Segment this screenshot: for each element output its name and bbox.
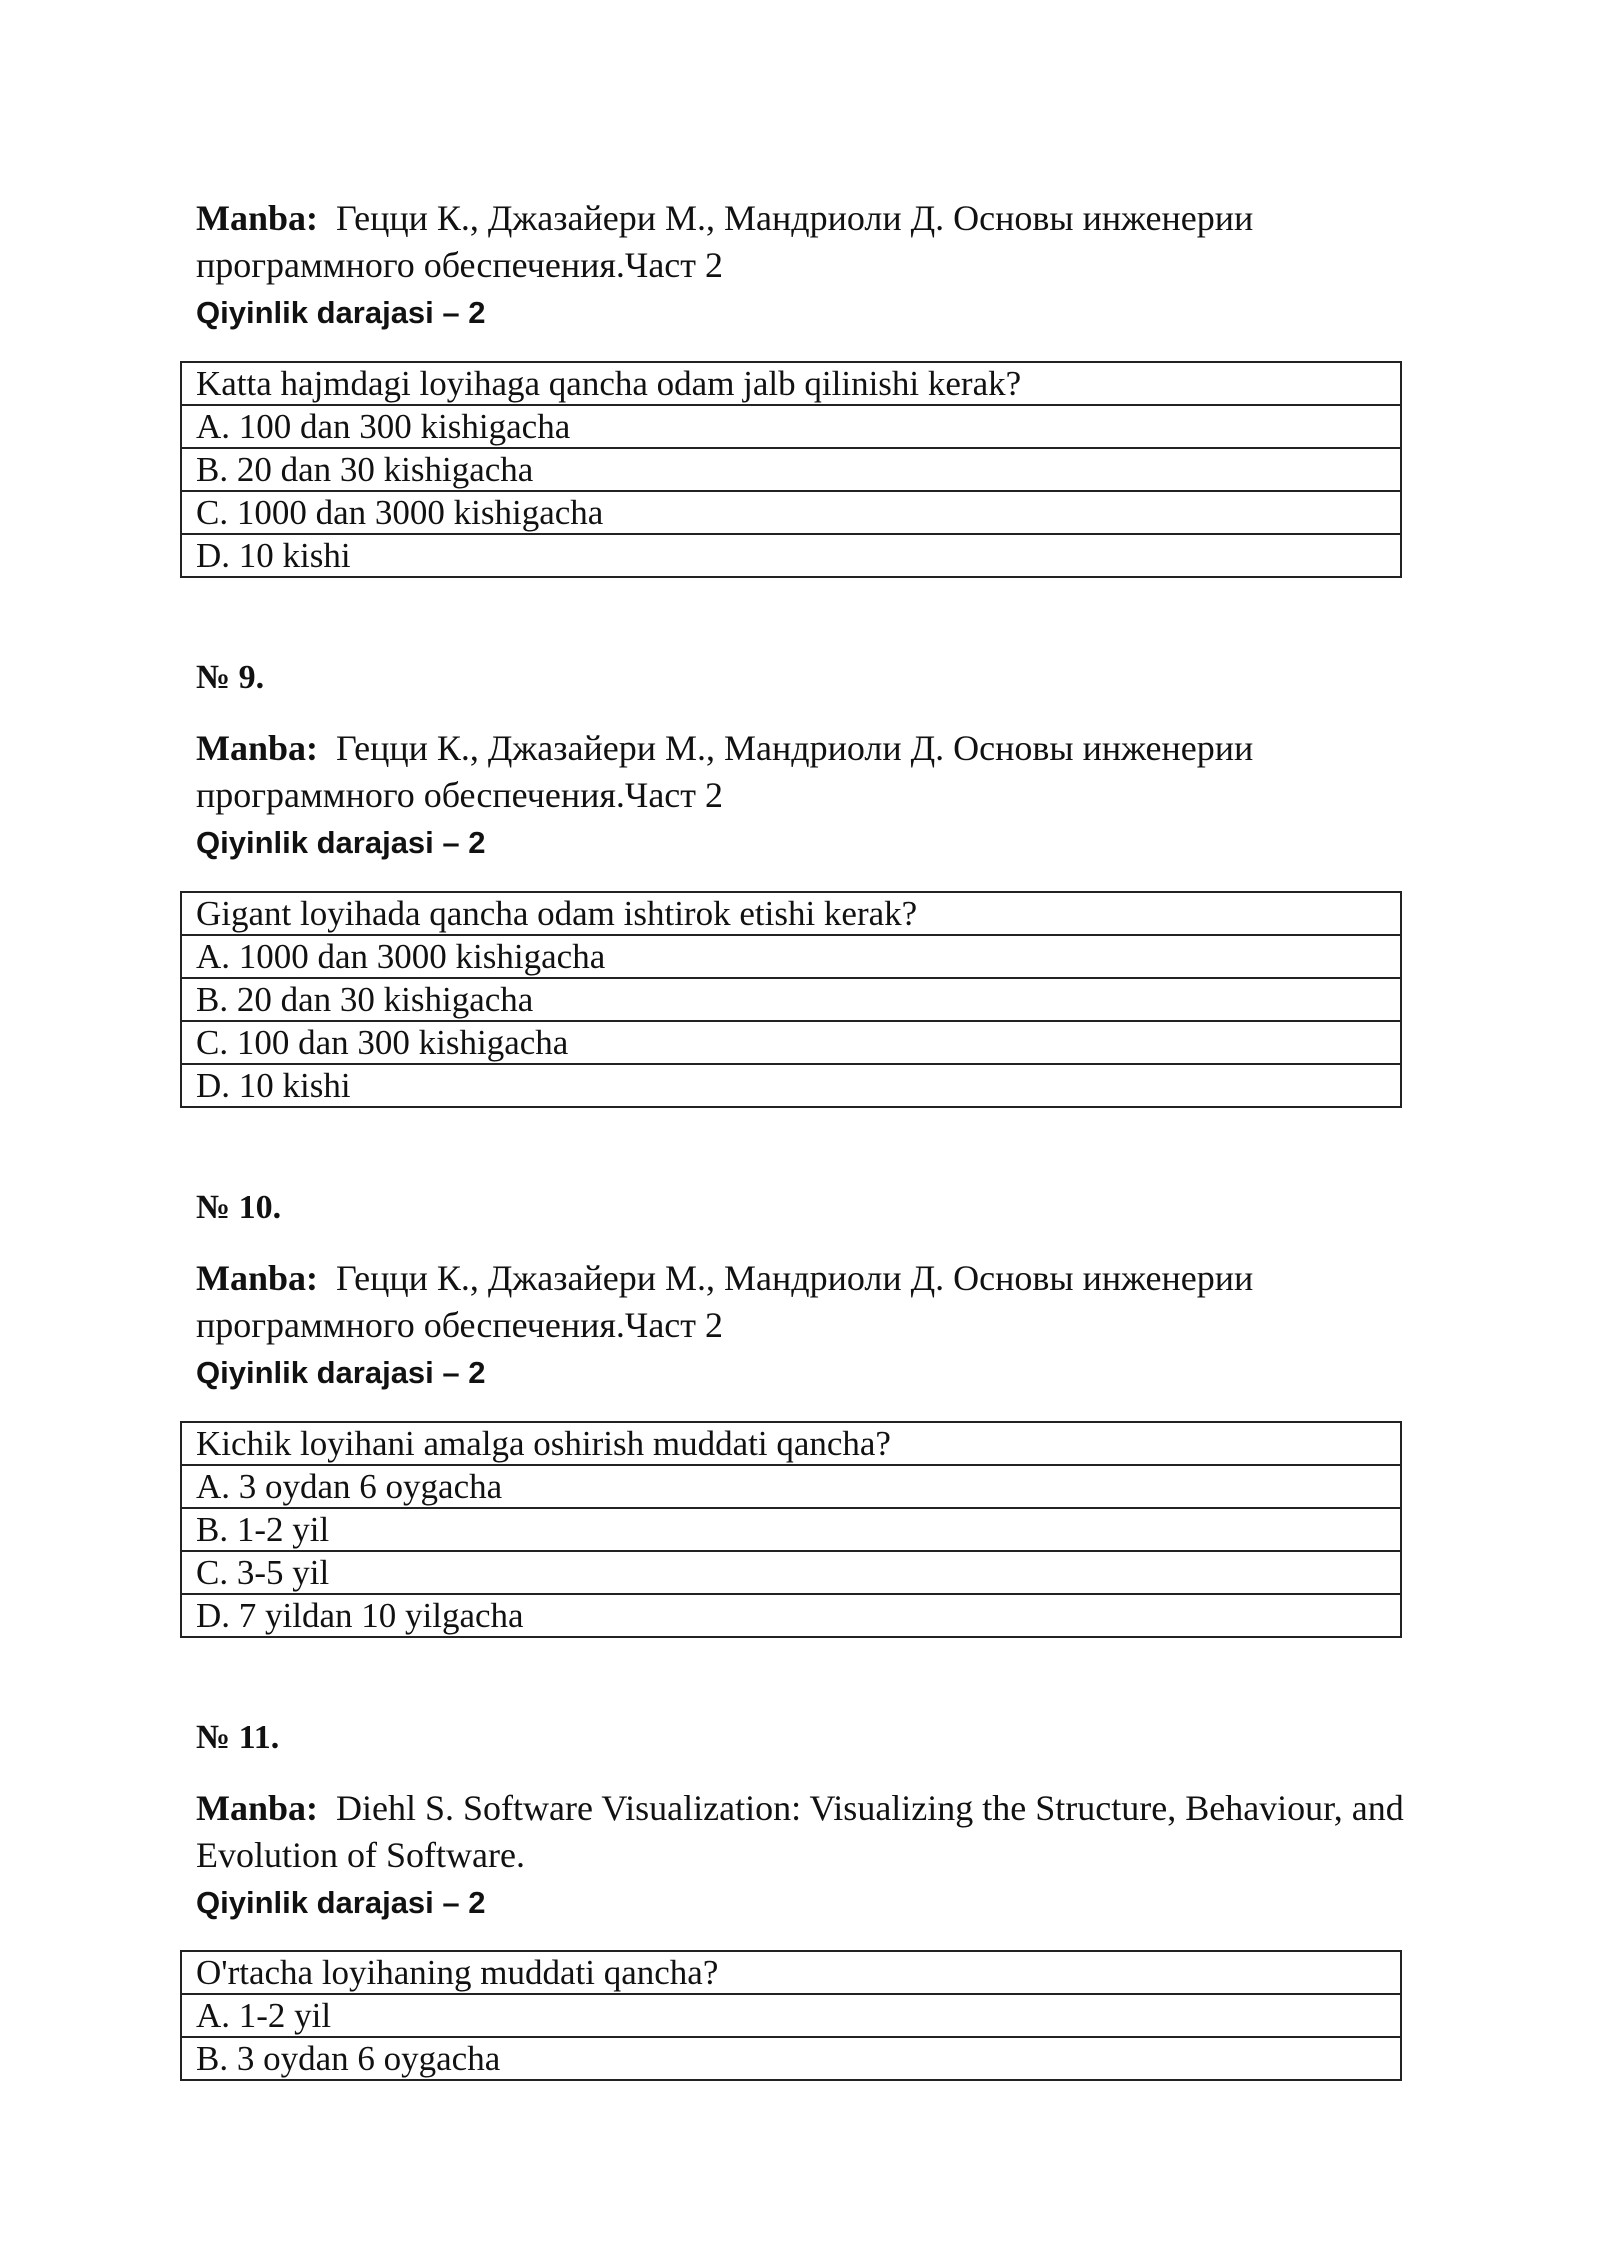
option-c: C. 1000 dan 3000 kishigacha (181, 491, 1401, 534)
source-label: Manba: (196, 728, 319, 768)
option-b: B. 3 oydan 6 oygacha (181, 2037, 1401, 2080)
source-line (196, 725, 1416, 819)
question-text: Kichik loyihani amalga oshirish muddati qancha? (181, 1422, 1401, 1465)
question-table (180, 361, 1402, 578)
difficulty-level: Qiyinlik darajasi – 2 (196, 1885, 486, 1920)
option-b: B. 20 dan 30 kishigacha (181, 978, 1401, 1021)
question-number: № 9. (196, 659, 265, 696)
source-label: Manba: (196, 1788, 319, 1828)
question-table (180, 891, 1402, 1108)
option-row (181, 1508, 1401, 1551)
difficulty-level: Qiyinlik darajasi – 2 (196, 295, 486, 330)
question-number: № 11. (196, 1719, 280, 1756)
question-number: № 10. (196, 1189, 282, 1226)
question-text: O'rtacha loyihaning muddati qancha? (181, 1951, 1401, 1994)
option-d: D. 10 kishi (181, 534, 1401, 577)
source-text: Гецци К., Джазайери М., Мандриоли Д. Основы инженерии программного обеспечения.Част 2 (196, 198, 1254, 285)
option-b: B. 1-2 yil (181, 1508, 1401, 1551)
option-row (181, 978, 1401, 1021)
option-c: C. 3-5 yil (181, 1551, 1401, 1594)
source-line (196, 195, 1416, 289)
question-block (196, 1718, 1416, 1758)
question-block (196, 658, 1416, 698)
question-row (181, 1422, 1401, 1465)
option-d: D. 7 yildan 10 yilgacha (181, 1594, 1401, 1637)
source-label: Manba: (196, 1258, 319, 1298)
option-row (181, 1465, 1401, 1508)
question-block (196, 1188, 1416, 1228)
question-row (181, 362, 1401, 405)
question-table (180, 1421, 1402, 1638)
question-block (196, 195, 1416, 337)
source-text: Гецци К., Джазайери М., Мандриоли Д. Основы инженерии программного обеспечения.Част 2 (196, 728, 1254, 815)
question-table (180, 1950, 1402, 2081)
option-a: A. 3 oydan 6 oygacha (181, 1465, 1401, 1508)
option-row (181, 1594, 1401, 1637)
option-row (181, 1994, 1401, 2037)
option-b: B. 20 dan 30 kishigacha (181, 448, 1401, 491)
source-text: Гецци К., Джазайери М., Мандриоли Д. Основы инженерии программного обеспечения.Част 2 (196, 1258, 1254, 1345)
source-label: Manba: (196, 198, 319, 238)
source-text: Diehl S. Software Visualization: Visualizing the Structure, Behaviour, and Evolution of Software. (196, 1788, 1404, 1875)
question-block (196, 1785, 1416, 1927)
option-a: A. 100 dan 300 kishigacha (181, 405, 1401, 448)
option-row (181, 935, 1401, 978)
question-block (196, 725, 1416, 867)
option-d: D. 10 kishi (181, 1064, 1401, 1107)
option-c: C. 100 dan 300 kishigacha (181, 1021, 1401, 1064)
question-text: Katta hajmdagi loyihaga qancha odam jalb qilinishi kerak? (181, 362, 1401, 405)
source-line (196, 1255, 1416, 1349)
option-row (181, 534, 1401, 577)
option-row (181, 2037, 1401, 2080)
option-a: A. 1000 dan 3000 kishigacha (181, 935, 1401, 978)
option-row (181, 405, 1401, 448)
question-row (181, 1951, 1401, 1994)
difficulty-level: Qiyinlik darajasi – 2 (196, 825, 486, 860)
question-row (181, 892, 1401, 935)
option-row (181, 491, 1401, 534)
option-row (181, 1021, 1401, 1064)
option-row (181, 1551, 1401, 1594)
difficulty-level: Qiyinlik darajasi – 2 (196, 1355, 486, 1390)
question-text: Gigant loyihada qancha odam ishtirok etishi kerak? (181, 892, 1401, 935)
option-row (181, 448, 1401, 491)
source-line (196, 1785, 1416, 1879)
option-row (181, 1064, 1401, 1107)
option-a: A. 1-2 yil (181, 1994, 1401, 2037)
question-block (196, 1255, 1416, 1397)
